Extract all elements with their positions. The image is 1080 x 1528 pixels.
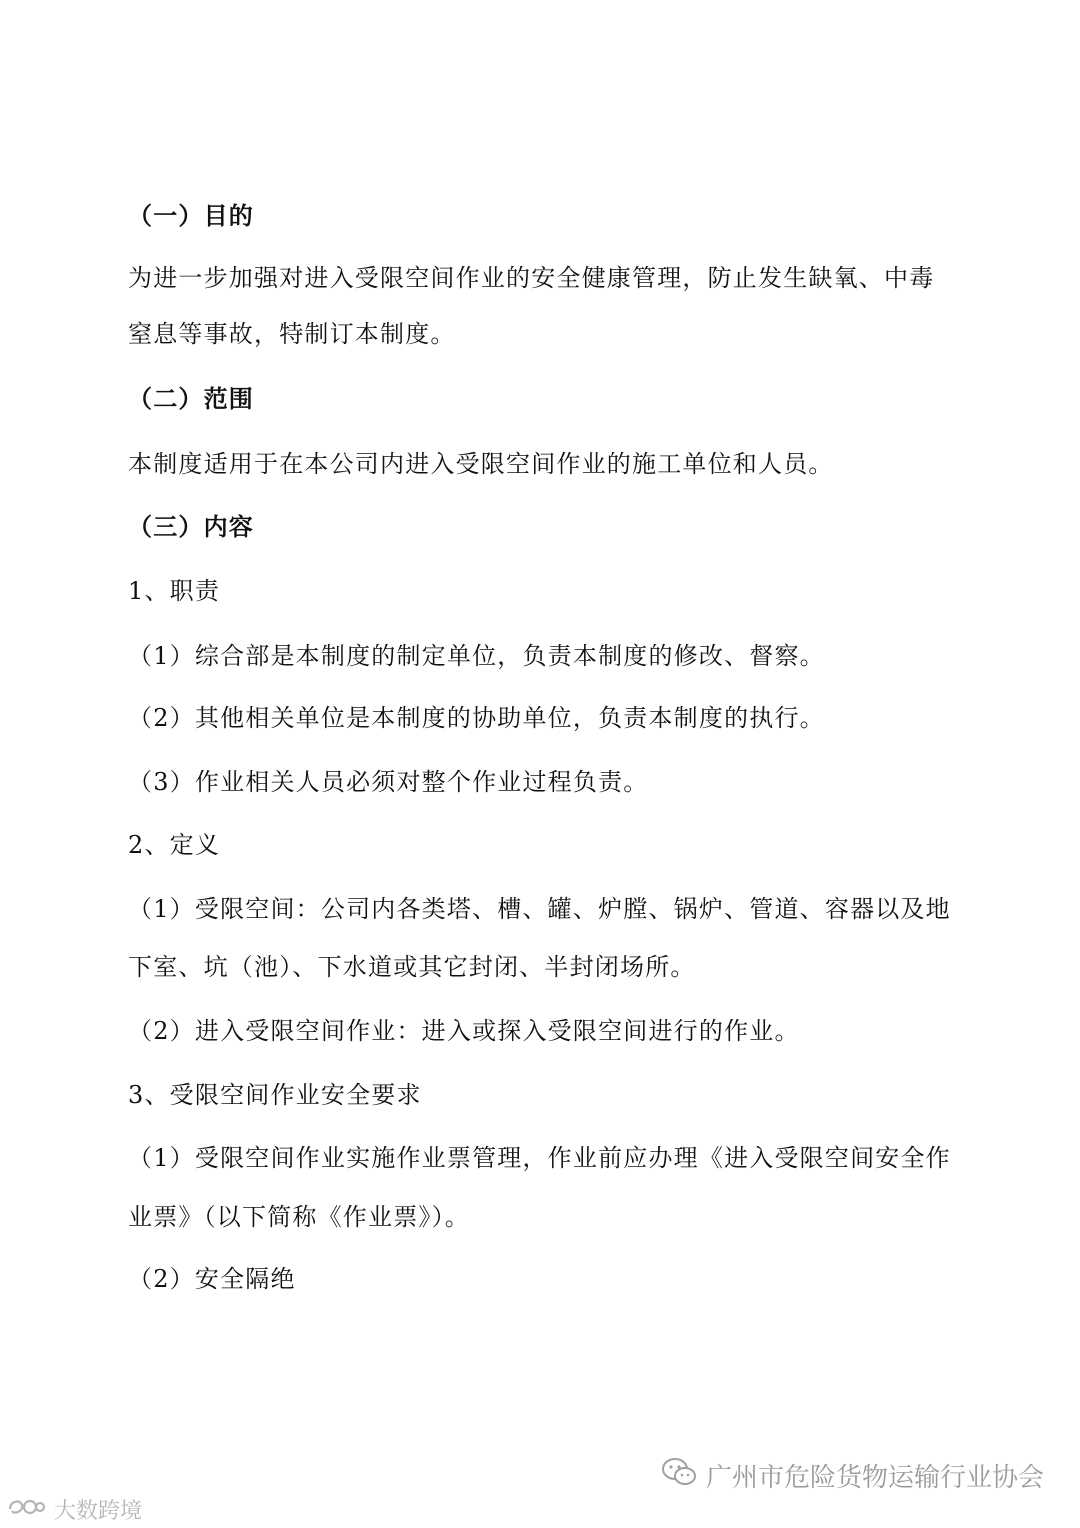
text-line: 为进一步加强对进入受限空间作业的安全健康管理，防止发生缺氧、中毒 [128, 264, 935, 292]
text-line: （3）作业相关人员必须对整个作业过程负责。 [128, 768, 649, 796]
text-line: （2）安全隔绝 [128, 1265, 296, 1293]
text-line: （1）受限空间：公司内各类塔、槽、罐、炉膛、锅炉、管道、容器以及地 [128, 895, 951, 923]
text-line: （1）受限空间作业实施作业票管理，作业前应办理《进入受限空间安全作 [128, 1144, 951, 1172]
text-line: 1、职责 [128, 577, 221, 605]
source-watermark [660, 1456, 1044, 1495]
text-line: （1）综合部是本制度的制定单位，负责本制度的修改、督察。 [128, 642, 825, 670]
section-heading: （二）范围 [128, 384, 254, 413]
text-line: 下室、坑（池）、下水道或其它封闭、半封闭场所。 [128, 953, 696, 981]
text-line: （2）进入受限空间作业：进入或探入受限空间进行的作业。 [128, 1017, 800, 1045]
section-heading: （一）目的 [128, 201, 254, 230]
text-line: （2）其他相关单位是本制度的协助单位，负责本制度的执行。 [128, 704, 825, 732]
brand-watermark-text: 大数跨境 [54, 1499, 143, 1524]
text-line: 3、受限空间作业安全要求 [128, 1081, 422, 1109]
text-line: 本制度适用于在本公司内进入受限空间作业的施工单位和人员。 [128, 450, 834, 478]
section-heading: （三）内容 [128, 512, 254, 541]
brand-watermark [6, 1494, 142, 1525]
text-line: 业票》（以下简称《作业票》）。 [128, 1203, 470, 1231]
source-watermark-text: 广州市危险货物运输行业协会 [705, 1463, 1044, 1493]
text-line: 窒息等事故，特制订本制度。 [128, 320, 456, 348]
text-line: 2、定义 [128, 831, 221, 859]
brand-logo-icon [6, 1495, 46, 1525]
wechat-icon [660, 1456, 698, 1495]
